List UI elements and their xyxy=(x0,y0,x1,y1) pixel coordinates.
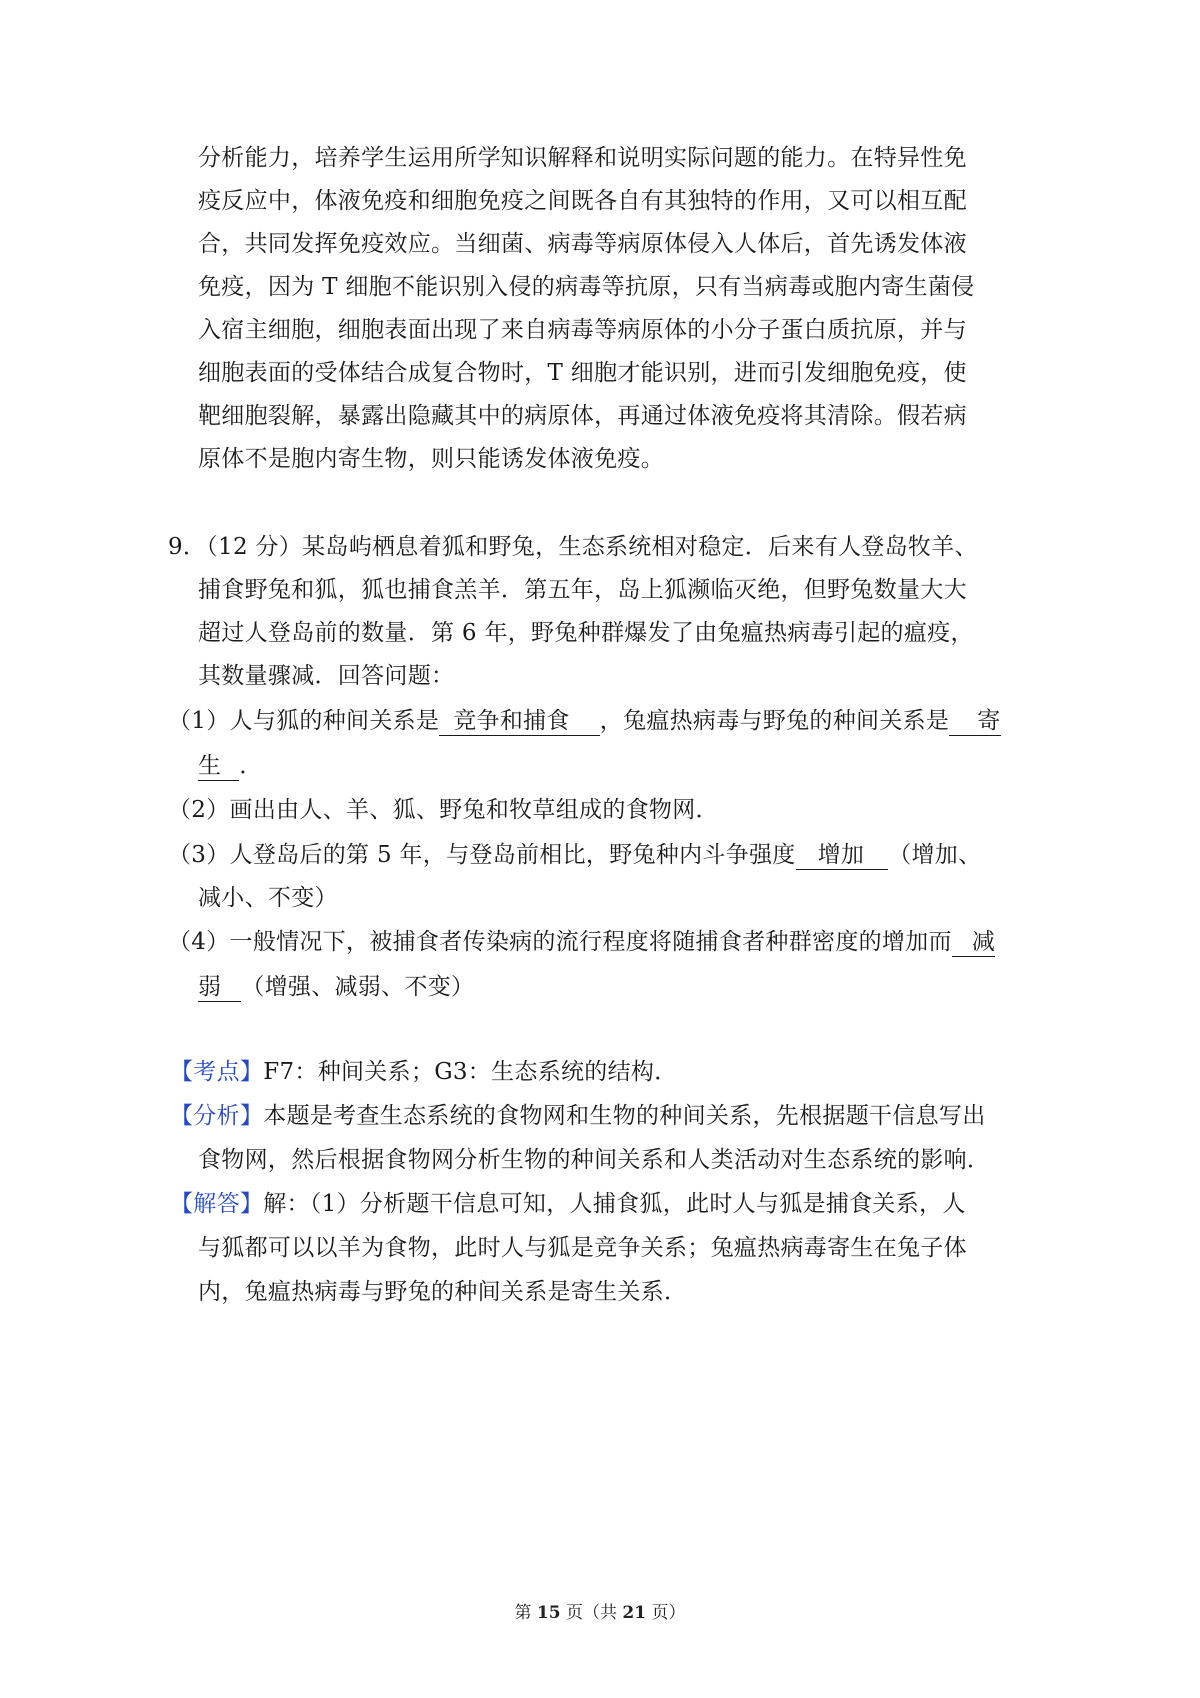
subquestion-4-suffix: （增强、减弱、不变） xyxy=(241,974,475,1000)
jieda-text: 解：（1）分析题干信息可知，人捕食狐，此时人与狐是捕食关系，人 xyxy=(263,1191,966,1217)
kaodian-row xyxy=(170,1057,678,1087)
subquestion-3-prefix: （3）人登岛后的第 5 年，与登岛前相比，野兔种内斗争强度 xyxy=(168,842,796,868)
jieda-text-cont: 内，兔瘟热病毒与野兔的种间关系是寄生关系． xyxy=(198,1279,688,1305)
subquestion-3-cont: 减小、不变） xyxy=(198,885,338,911)
question-stem: 捕食野兔和狐，狐也捕食羔羊．第五年，岛上狐濒临灭绝，但野兔数量大大 xyxy=(198,577,967,603)
question-stem: 9．（12 分）某岛屿栖息着狐和野兔，生态系统相对稳定．后来有人登岛牧羊、 xyxy=(168,534,978,560)
explanation-line: 疫反应中，体液免疫和细胞免疫之间既各自有其独特的作用，又可以相互配 xyxy=(198,188,967,214)
page-footer xyxy=(0,1598,1200,1623)
footer-pre: 第 xyxy=(514,1603,532,1623)
subquestion-1-prefix: （1）人与狐的种间关系是 xyxy=(168,708,440,734)
question-stem: 其数量骤减．回答问题： xyxy=(198,663,455,689)
fenxi-row xyxy=(170,1101,986,1131)
answer-blank-4b: 弱 xyxy=(198,973,241,1002)
answer-blank-2a: 寄 xyxy=(949,707,1000,736)
subquestion-4 xyxy=(168,927,995,957)
subquestion-1-cont xyxy=(198,751,263,781)
fenxi-text-cont: 食物网，然后根据食物网分析生物的种间关系和人类活动对生态系统的影响． xyxy=(198,1147,991,1173)
subquestion-4-prefix: （4）一般情况下，被捕食者传染病的流行程度将随捕食者种群密度的增加而 xyxy=(168,929,952,955)
total-pages: 21 xyxy=(622,1603,647,1623)
jieda-row xyxy=(170,1189,966,1219)
explanation-line: 分析能力，培养学生运用所学知识解释和说明实际问题的能力。在特异性免 xyxy=(198,145,967,171)
subquestion-1 xyxy=(168,706,1001,736)
answer-blank-2b: 生 xyxy=(198,752,239,781)
subquestion-2: （2）画出由人、羊、狐、野兔和牧草组成的食物网． xyxy=(168,797,719,823)
explanation-line: 靶细胞裂解，暴露出隐藏其中的病原体，再通过体液免疫将其清除。假若病 xyxy=(198,403,967,429)
answer-blank-1: 竞争和捕食 xyxy=(439,707,600,736)
question-stem: 超过人登岛前的数量．第 6 年，野兔种群爆发了由兔瘟热病毒引起的瘟疫， xyxy=(198,620,974,646)
answer-blank-3: 增加 xyxy=(796,841,889,870)
jieda-tag: 【解答】 xyxy=(170,1191,264,1217)
subquestion-1-middle: ，兔瘟热病毒与野兔的种间关系是 xyxy=(599,708,950,734)
subquestion-4-cont xyxy=(198,972,474,1002)
explanation-line: 入宿主细胞，细胞表面出现了来自病毒等病原体的小分子蛋白质抗原，并与 xyxy=(198,317,967,343)
answer-blank-4a: 减 xyxy=(952,928,995,957)
kaodian-text: F7：种间关系；G3：生态系统的结构． xyxy=(263,1059,678,1085)
fenxi-text: 本题是考查生态系统的食物网和生物的种间关系，先根据题干信息写出 xyxy=(263,1103,986,1129)
fenxi-tag: 【分析】 xyxy=(170,1103,264,1129)
footer-mid: 页（共 xyxy=(566,1603,617,1623)
explanation-line: 合，共同发挥免疫效应。当细菌、病毒等病原体侵入人体后，首先诱发体液 xyxy=(198,231,967,257)
jieda-text-cont: 与狐都可以以羊为食物，此时人与狐是竞争关系；兔瘟热病毒寄生在兔子体 xyxy=(198,1235,967,1261)
explanation-line: 免疫，因为 T 细胞不能识别入侵的病毒等抗原，只有当病毒或胞内寄生菌侵 xyxy=(198,274,975,300)
explanation-line: 细胞表面的受体结合成复合物时，T 细胞才能识别，进而引发细胞免疫，使 xyxy=(198,360,967,386)
subquestion-3-suffix: （增加、 xyxy=(888,842,982,868)
footer-post: 页） xyxy=(651,1603,686,1623)
page-number: 15 xyxy=(536,1603,561,1623)
subquestion-3 xyxy=(168,840,981,870)
subquestion-1-end: ． xyxy=(239,753,263,779)
kaodian-tag: 【考点】 xyxy=(170,1059,264,1085)
explanation-line: 原体不是胞内寄生物，则只能诱发体液免疫。 xyxy=(198,446,664,472)
